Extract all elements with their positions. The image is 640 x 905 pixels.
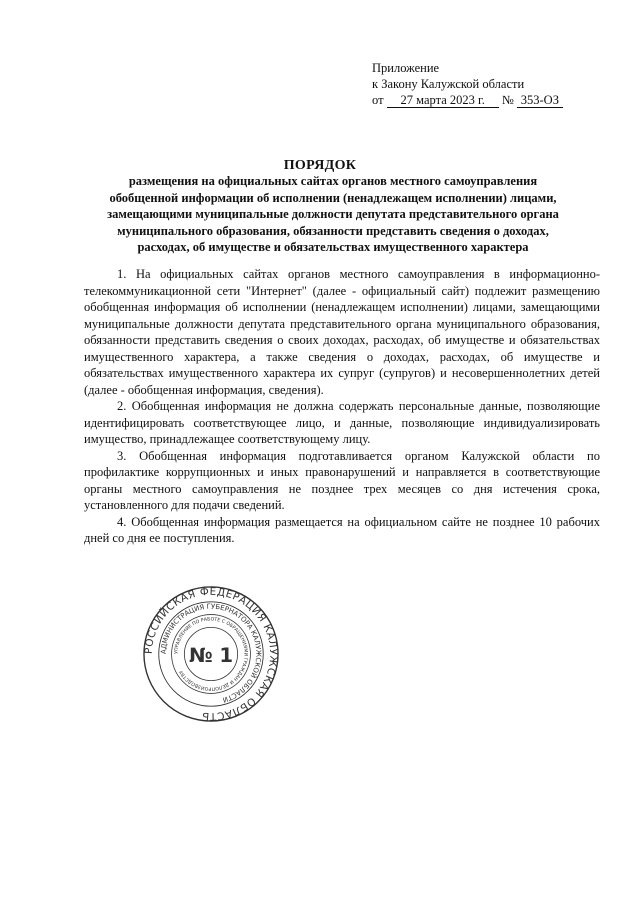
law-date: 27 марта 2023 г. <box>387 93 499 108</box>
paragraph-3: 3. Обобщенная информация подготавливается органом Калужской области по профилактике коррупционных и иных правонарушений и направляется в соответствующие органы местного самоуправления не позднее трех месяцев со дня истечения срока, установленного для подачи сведений. <box>84 448 600 512</box>
official-seal <box>142 585 280 723</box>
document-subtitle: размещения на официальных сайтах органов местного самоуправления обобщенной информации об исполнении (ненадлежащем исполнении) лицами, замещающими муниципальные должности депутата представительного органа муниципального образования, обязанности представить сведения о доходах, расходах, об имуществе и обязательствах имущественного характера <box>107 174 559 254</box>
appendix-label: Приложение <box>372 61 440 75</box>
from-label: от <box>372 93 384 107</box>
appendix-date-number-line <box>372 92 563 108</box>
appendix-block <box>372 60 563 108</box>
paragraph-2: 2. Обобщенная информация не должна содержать персональные данные, позволяющие идентифицировать соответствующее лицо, и данные, позволяющие индивидуализировать имущество, принадлежащее соответствующему лицу. <box>84 399 600 446</box>
document-title: ПОРЯДОК <box>283 158 357 173</box>
number-label: № <box>501 93 514 107</box>
seal-number: № 1 <box>188 643 234 667</box>
document-body <box>84 266 600 547</box>
appendix-law-reference: к Закону Калужской области <box>372 77 525 91</box>
law-number: 353-ОЗ <box>517 93 563 108</box>
seal-outer-text: РОССИЙСКАЯ ФЕДЕРАЦИЯ КАЛУЖСКАЯ ОБЛАСТЬ <box>142 585 280 723</box>
seal-core-text: УПРАВЛЕНИЕ ПО РАБОТЕ С ОБРАЩЕНИЯМИ ГРАЖДАН И ДЕЛОПРОИЗВОДСТВУ <box>174 617 248 691</box>
seal-inner-text: АДМИНИСТРАЦИЯ ГУБЕРНАТОРА КАЛУЖСКОЙ ОБЛАСТИ <box>159 602 263 704</box>
paragraph-1: 1. На официальных сайтах органов местного самоуправления в информационно-телекоммуникационной сети "Интернет" (далее - официальный сайт) подлежит размещению обобщенная информация об исполнении (ненадлежащем исполнении) лицами, замещающими муниципальные должности депутата представительного органа муниципального образования, обязанности представить сведения о своих доходах, расходах, об имуществе и обязательствах имущественного характера, а также сведения о доходах, расходах, об имуществе и обязательствах имущественного характера их супруг (супругов) и несовершеннолетних детей (далее - обобщенная информация, сведения). <box>84 267 600 397</box>
paragraph-4: 4. Обобщенная информация размещается на официальном сайте не позднее 10 рабочих дней со дня ее поступления. <box>84 514 600 545</box>
